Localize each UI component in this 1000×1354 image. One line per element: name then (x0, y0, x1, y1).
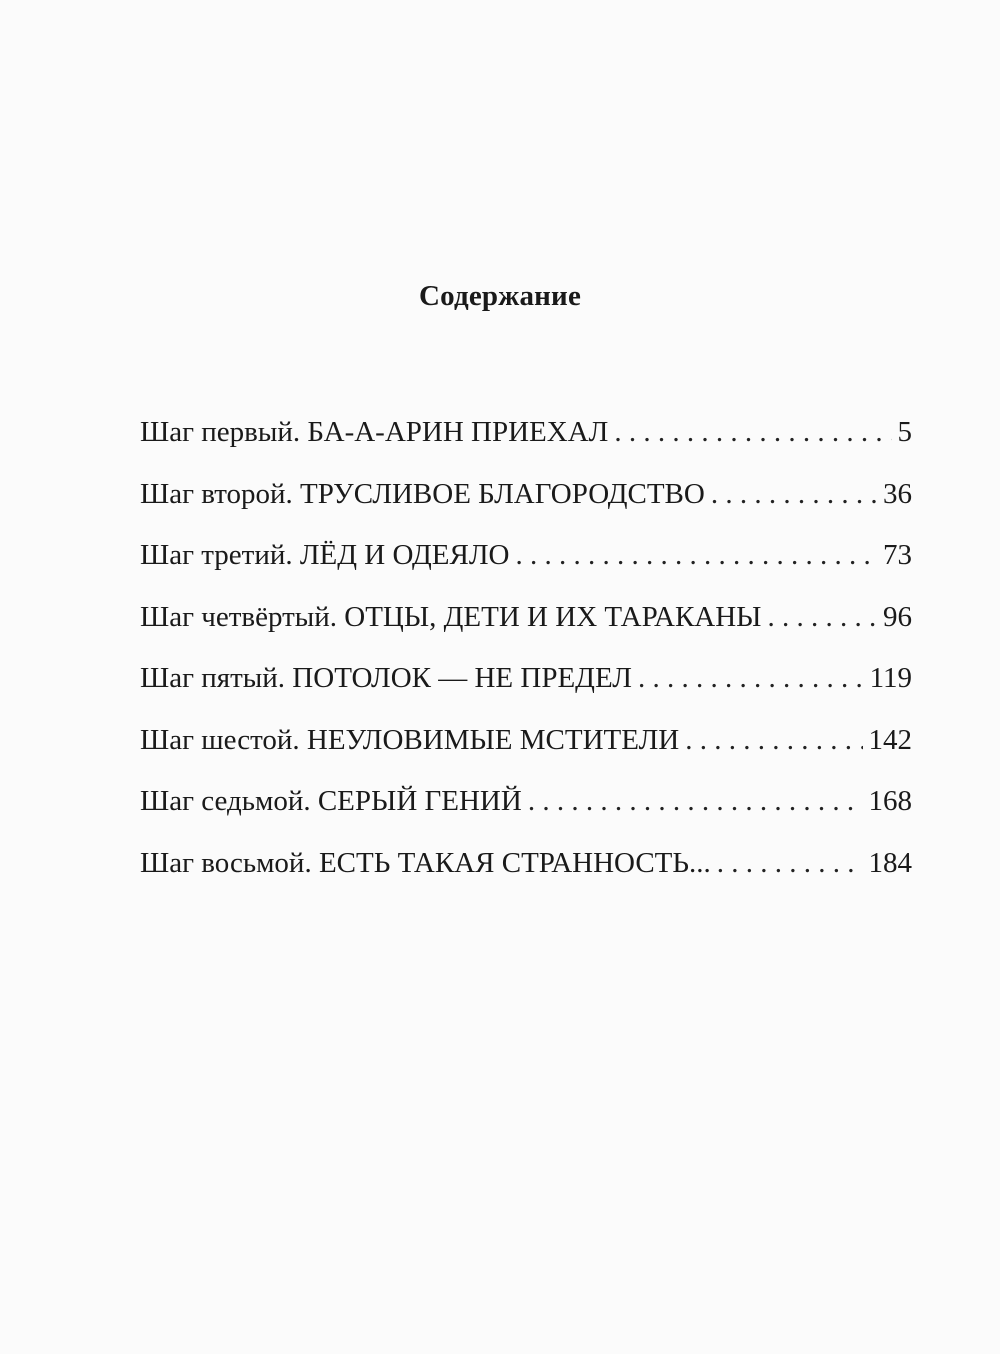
toc-entry (140, 777, 912, 839)
toc-entry-page: 168 (868, 785, 912, 817)
toc-entry-label: Шаг третий. ЛЁД И ОДЕЯЛО (140, 539, 510, 571)
toc-entry (140, 839, 912, 901)
toc-leader-dots (767, 593, 877, 641)
toc-entry-label: Шаг первый. БА-А-АРИН ПРИЕХАЛ (140, 416, 609, 448)
toc-leader-dots (638, 654, 864, 702)
toc-entry-page: 142 (868, 723, 912, 756)
toc-list (140, 408, 912, 900)
toc-title: Содержание (418, 280, 582, 312)
toc-entry (140, 470, 912, 532)
toc-leader-dots (717, 839, 863, 887)
toc-entry-page: 184 (868, 846, 912, 879)
toc-leader-dots (528, 777, 863, 825)
toc-entry-label: Шаг седьмой. СЕРЫЙ ГЕНИЙ (140, 785, 522, 817)
toc-entry (140, 716, 912, 778)
toc-entry (140, 654, 912, 716)
toc-entry-label: Шаг четвёртый. ОТЦЫ, ДЕТИ И ИХ ТАРАКАНЫ (140, 600, 762, 633)
toc-entry-page: 96 (883, 600, 912, 633)
toc-entry-page: 36 (883, 477, 912, 510)
toc-leader-dots (515, 531, 877, 579)
toc-leader-dots (685, 716, 862, 764)
toc-leader-dots (614, 408, 891, 456)
toc-leader-dots (711, 470, 877, 518)
toc-entry-page: 5 (897, 416, 912, 448)
toc-entry (140, 593, 912, 655)
toc-entry-label: Шаг восьмой. ЕСТЬ ТАКАЯ СТРАННОСТЬ... (140, 846, 711, 879)
toc-entry-label: Шаг пятый. ПОТОЛОК — НЕ ПРЕДЕЛ (140, 662, 632, 694)
toc-entry (140, 531, 912, 593)
toc-entry-page: 119 (869, 662, 912, 694)
toc-entry-label: Шаг второй. ТРУСЛИВОЕ БЛАГОРОДСТВО (140, 477, 705, 510)
toc-entry (140, 408, 912, 470)
toc-entry-page: 73 (883, 539, 912, 571)
toc-entry-label: Шаг шестой. НЕУЛОВИМЫЕ МСТИТЕЛИ (140, 723, 680, 756)
